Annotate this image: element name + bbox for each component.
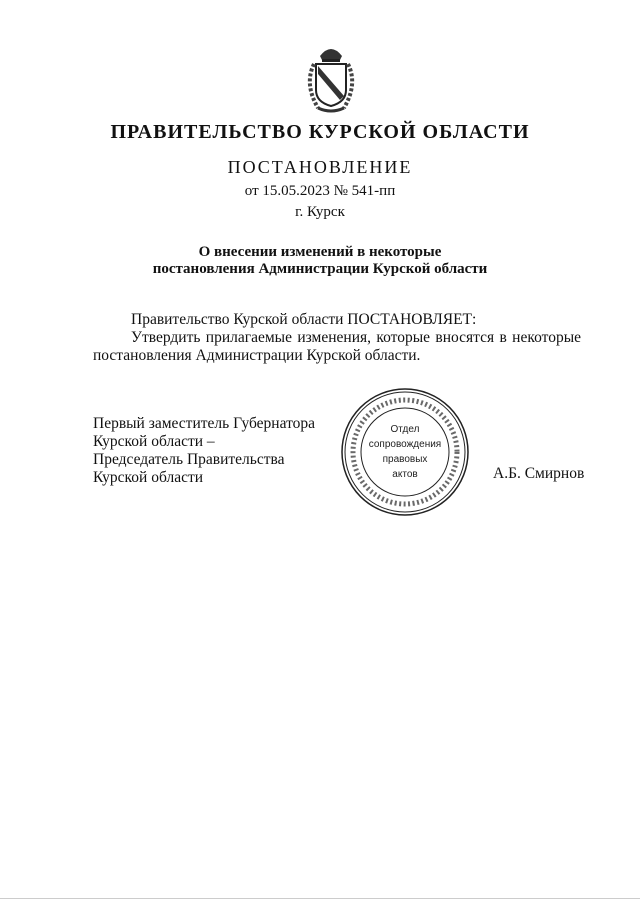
body-line: Утвердить прилагаемые изменения, которые вносятся в некоторые — [131, 329, 581, 346]
scan-edge — [0, 898, 640, 899]
official-stamp — [340, 386, 470, 518]
document-subject — [0, 244, 640, 278]
subject-line: постановления Администрации Курской области — [152, 261, 488, 277]
signature-position: Курской области – — [93, 433, 215, 450]
date-number: от 15.05.2023 № 541-пп — [244, 183, 396, 199]
signer-name: А.Б. Смирнов — [493, 465, 585, 482]
subject-line: О внесении изменений в некоторые — [198, 244, 442, 260]
stamp-line: Отдел — [390, 424, 420, 435]
signature-position: Первый заместитель Губернатора — [93, 415, 316, 432]
signature-position: Председатель Правительства — [93, 451, 285, 468]
document-type: ПОСТАНОВЛЕНИЕ — [227, 157, 413, 177]
stamp-line: правовых — [382, 454, 428, 465]
government-title: ПРАВИТЕЛЬСТВО КУРСКОЙ ОБЛАСТИ — [110, 121, 530, 143]
body-line: постановления Администрации Курской области. — [93, 347, 421, 364]
body-line: Правительство Курской области ПОСТАНОВЛЯЕТ: — [131, 311, 477, 328]
city: г. Курск — [295, 204, 345, 220]
stamp-line: актов — [392, 469, 418, 480]
coat-of-arms-icon — [300, 38, 362, 114]
stamp-line: сопровождения — [368, 439, 442, 450]
signature-position: Курской области — [93, 469, 204, 486]
